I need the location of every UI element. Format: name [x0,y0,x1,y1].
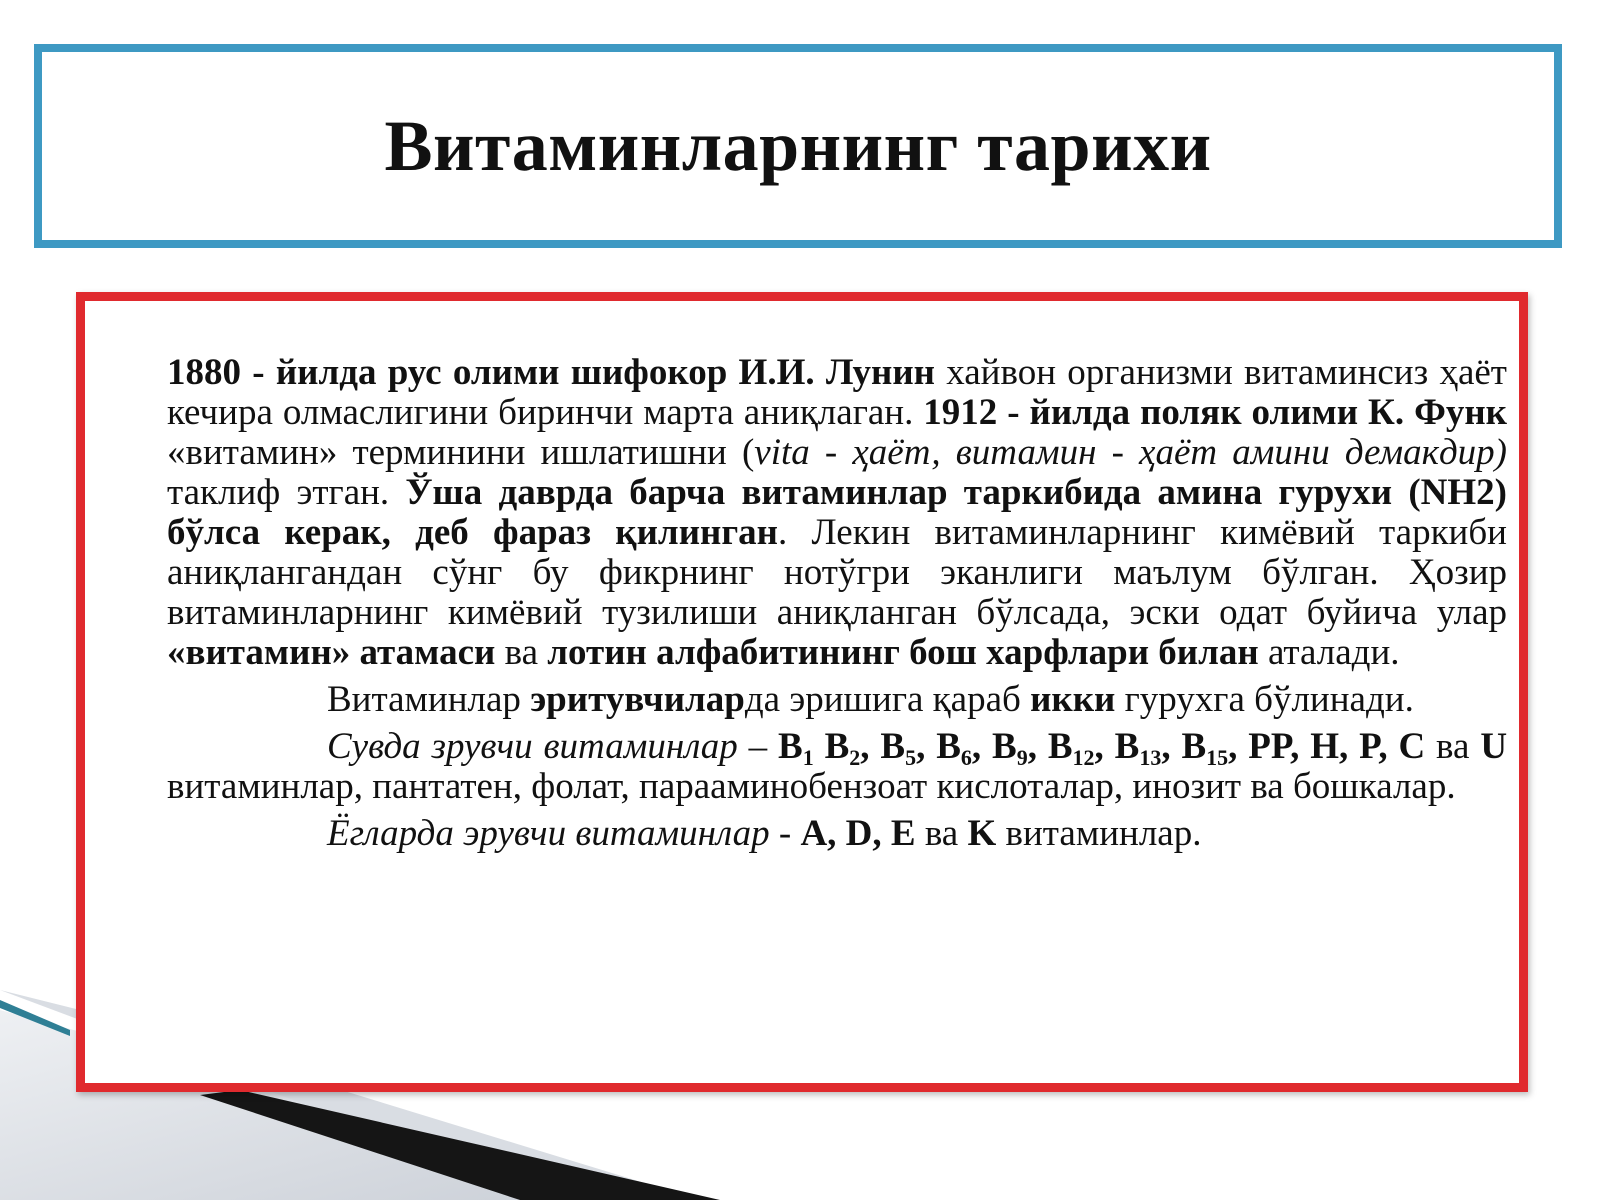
vitamin-subscript: 12 [1072,745,1095,770]
text-segment: гурухга бўлинади. [1115,679,1414,720]
text-segment: витаминлар, пантатен, фолат, парааминобензоат кислоталар, инозит ва бошкалар. [167,766,1456,807]
text-segment: витаминлар. [996,813,1202,854]
text-segment: 1912 - йилда поляк олими К. Функ [923,392,1507,433]
vitamin-u: U [1480,726,1508,767]
paragraph-groups [167,680,1507,720]
vitamin-b-letter: B [936,726,961,767]
text-segment: - [769,813,801,854]
vitamin-list-tail: , PP, H, P, C [1228,726,1426,767]
paragraph-history [167,353,1507,673]
text-segment: Ёгларда эрувчи витаминлар [327,813,770,854]
vitamin-subscript: 1 [802,745,814,770]
text-segment: . Лекин витаминларнинг кимёвий таркиби аниқлангандан сўнг бу фикрнинг нотўгри эканлиги маълум бўлган. Ҳозир витаминларнинг кимёвий тузилиши аниқланган бўлсада, эски одат буйича улар [167,512,1507,633]
text-segment: лотин алфабитининг бош харфлари билан [547,632,1259,673]
content-box [76,292,1528,1092]
text-segment: ва [915,813,968,854]
text-segment: таклиф этган. [167,472,406,513]
vitamin-b-letter: B [1181,726,1207,767]
content-text [167,353,1507,861]
text-segment: 1880 - йилда рус олими шифокор И.И. Лунин [167,352,935,393]
text-segment: аталади. [1258,632,1400,673]
vitamin-b-letter: B [880,726,906,767]
vitamin-subscript: 2 [849,745,861,770]
text-segment: – [737,726,779,767]
text-segment: Ўша даврда барча витаминлар таркибида амина гурухи (NH2) бўлса керак, деб фараз қилинган [167,472,1507,553]
vitamin-list-bold: $B_1$ $B_2$, $B_5$, $B_6$, $B_9$, $B_{12}$, $B_{13}$, $B_{15}$, PP, H, P, C [778,726,1426,770]
text-segment: Сувда зрувчи витаминлар [327,726,738,767]
title-box [34,44,1562,248]
text-segment: «витамин» терминини ишлатишни ( [167,432,755,473]
text-segment: «витамин» атамаси [167,632,496,673]
text-segment: икки [1030,679,1116,720]
text-segment: ва [495,632,548,673]
text-segment: хайвон организми витаминсиз ҳаёт кечира олмаслигини биринчи марта аниқлаган. [167,352,1507,433]
text-segment: эритувчилар [530,679,745,720]
paragraph-water-soluble [167,727,1507,807]
vitamin-subscript: 6 [960,745,972,770]
vitamin-b-letter: B [1047,726,1073,767]
text-segment: да эришига қараб [744,679,1031,720]
vitamin-subscript: 13 [1139,745,1162,770]
paragraph-fat-soluble [167,814,1507,854]
vitamin-subscript: 15 [1206,745,1229,770]
vitamin-subscript: 9 [1016,745,1028,770]
slide-title: Витаминларнинг тарихи [384,105,1212,186]
text-segment: A, D, E [800,813,916,854]
vitamin-b-letter: B [824,726,850,767]
vitamin-subscript: 5 [905,745,917,770]
text-segment: vita - ҳаёт, витамин - ҳаёт амини демакдир) [754,432,1507,473]
text-segment: ва [1425,726,1481,767]
vitamin-b-letter: B [778,726,803,767]
text-segment: Витаминлар [327,679,531,720]
vitamin-b-letter: B [1114,726,1140,767]
vitamin-b-letter: B [992,726,1017,767]
text-segment: K [967,813,997,854]
